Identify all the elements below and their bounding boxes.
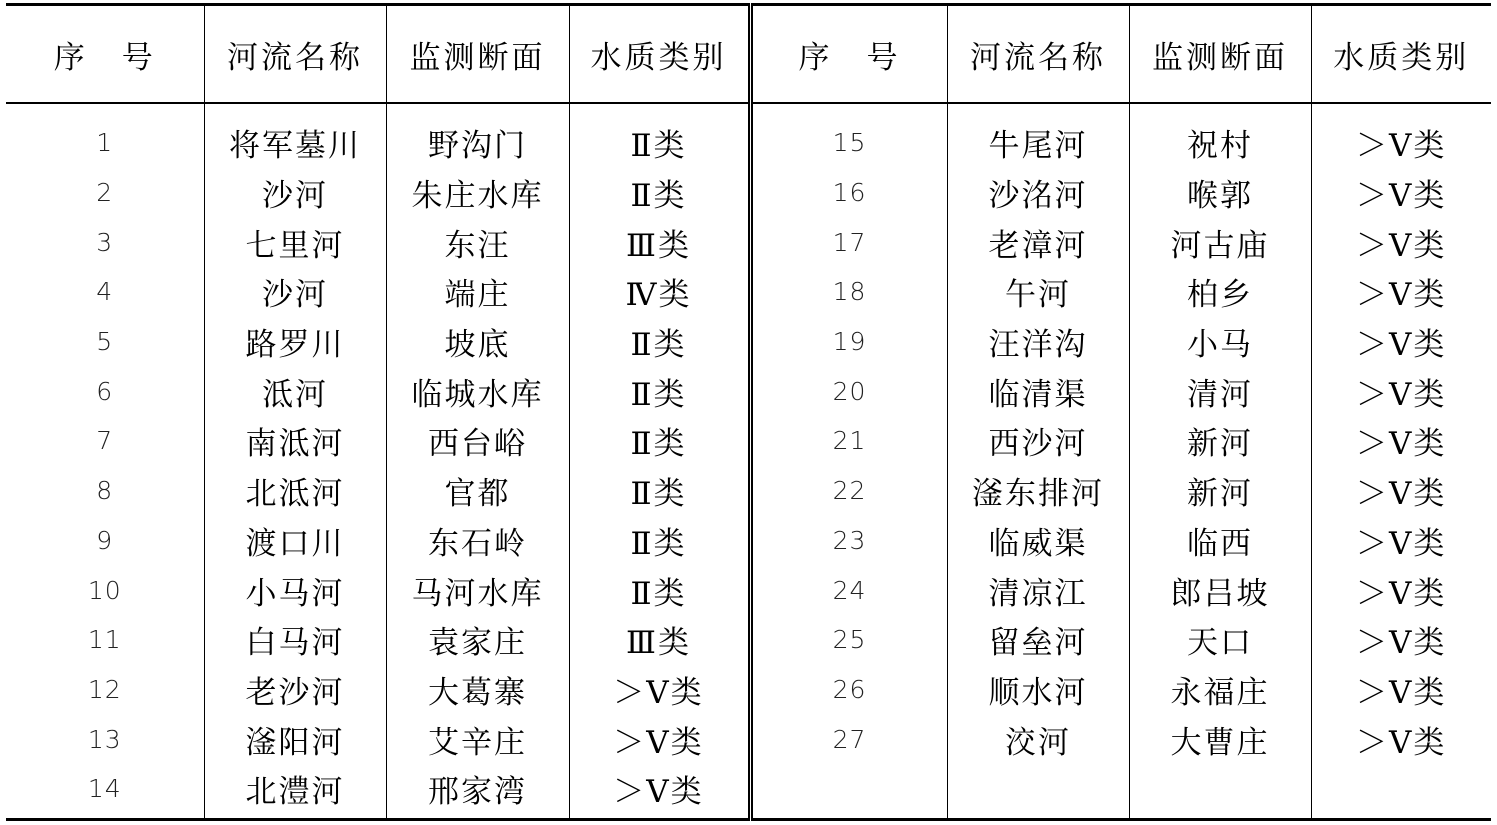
monitoring-section-cell-right: 祝村 [1129, 103, 1311, 168]
serial-number-cell: 12 [87, 674, 122, 704]
river-name-cell: 滏阳河 [204, 714, 386, 764]
water-quality-class-cell-right: ＞Ⅴ类 [1311, 366, 1491, 416]
river-name-cell: 小马河 [204, 565, 386, 615]
header-river-name-right: 河流名称 [947, 5, 1129, 104]
monitoring-section-cell: 东石岭 [386, 516, 569, 566]
monitoring-section-cell: 野沟门 [386, 103, 569, 168]
monitoring-section-cell: 邢家湾 [386, 764, 569, 819]
river-name-cell: 沙河 [204, 267, 386, 317]
river-name-cell: 沙河 [204, 168, 386, 218]
water-quality-class-cell: ＞Ⅴ类 [569, 665, 750, 715]
river-name-cell-right: 沙洺河 [947, 168, 1129, 218]
serial-number-cell-right: 21 [750, 416, 947, 466]
serial-number-cell-right: 23 [750, 516, 947, 566]
serial-number-cell-right: 19 [750, 317, 947, 367]
river-name-cell-right: 滏东排河 [947, 466, 1129, 516]
river-name-cell-right: 洨河 [947, 714, 1129, 764]
header-monitoring-section: 监测断面 [386, 5, 569, 104]
river-name-cell: 南泜河 [204, 416, 386, 466]
serial-number-cell-right: 25 [750, 615, 947, 665]
monitoring-section-cell: 临城水库 [386, 366, 569, 416]
water-quality-class-cell-right: ＞Ⅴ类 [1311, 103, 1491, 168]
monitoring-section-cell: 官都 [386, 466, 569, 516]
water-quality-class-cell: ＞Ⅴ类 [569, 764, 750, 819]
table-row [6, 665, 1491, 715]
water-quality-class-cell-right: ＞Ⅴ类 [1311, 267, 1491, 317]
monitoring-section-cell-right: 清河 [1129, 366, 1311, 416]
river-name-cell: 白马河 [204, 615, 386, 665]
serial-number-cell: 3 [96, 227, 114, 257]
serial-number-cell: 11 [87, 625, 122, 655]
water-quality-class-cell-right: ＞Ⅴ类 [1311, 714, 1491, 764]
table-row [6, 217, 1491, 267]
water-quality-table [6, 3, 1491, 821]
serial-number-cell-right: 18 [750, 267, 947, 317]
river-name-cell: 北泜河 [204, 466, 386, 516]
table-row [6, 615, 1491, 665]
river-name-cell-right: 清凉江 [947, 565, 1129, 615]
river-name-cell-right: 午河 [947, 267, 1129, 317]
river-name-cell-right [947, 764, 1129, 819]
serial-number-cell-right: 22 [750, 466, 947, 516]
water-quality-class-cell: Ⅱ类 [569, 416, 750, 466]
water-quality-class-cell-right [1311, 764, 1491, 819]
water-quality-class-cell-right: ＞Ⅴ类 [1311, 615, 1491, 665]
river-name-cell: 泜河 [204, 366, 386, 416]
water-quality-class-cell-right: ＞Ⅴ类 [1311, 665, 1491, 715]
table-row [6, 466, 1491, 516]
monitoring-section-cell-right: 大曹庄 [1129, 714, 1311, 764]
monitoring-section-cell-right: 河古庙 [1129, 217, 1311, 267]
river-name-cell: 将军墓川 [204, 103, 386, 168]
monitoring-section-cell: 坡底 [386, 317, 569, 367]
serial-number-cell: 10 [87, 575, 122, 605]
serial-number-cell-right [750, 764, 947, 819]
monitoring-section-cell-right: 临西 [1129, 516, 1311, 566]
monitoring-section-cell-right: 小马 [1129, 317, 1311, 367]
serial-number-cell-right: 26 [750, 665, 947, 715]
header-river-name: 河流名称 [204, 5, 386, 104]
monitoring-section-cell: 艾辛庄 [386, 714, 569, 764]
water-quality-class-cell-right: ＞Ⅴ类 [1311, 217, 1491, 267]
monitoring-section-cell: 马河水库 [386, 565, 569, 615]
serial-number-cell: 7 [96, 426, 114, 456]
header-water-quality-class: 水质类别 [569, 5, 750, 104]
serial-number-cell-right: 16 [750, 168, 947, 218]
monitoring-section-cell-right: 新河 [1129, 466, 1311, 516]
monitoring-section-cell-right: 天口 [1129, 615, 1311, 665]
table-row [6, 366, 1491, 416]
monitoring-section-cell: 大葛寨 [386, 665, 569, 715]
river-name-cell: 北澧河 [204, 764, 386, 819]
water-quality-class-cell: Ⅱ类 [569, 466, 750, 516]
river-name-cell-right: 老漳河 [947, 217, 1129, 267]
serial-number-cell: 14 [6, 764, 204, 819]
monitoring-section-cell: 端庄 [386, 267, 569, 317]
monitoring-section-cell-right: 永福庄 [1129, 665, 1311, 715]
serial-number-cell-right: 15 [750, 103, 947, 168]
serial-number-cell-right: 27 [750, 714, 947, 764]
river-name-cell-right: 顺水河 [947, 665, 1129, 715]
table-row [6, 168, 1491, 218]
table-row [6, 714, 1491, 764]
table-row [6, 565, 1491, 615]
serial-number-cell-right: 17 [750, 217, 947, 267]
water-quality-class-cell-right: ＞Ⅴ类 [1311, 565, 1491, 615]
monitoring-section-cell: 朱庄水库 [386, 168, 569, 218]
water-quality-class-cell: Ⅲ类 [569, 217, 750, 267]
table-row [6, 267, 1491, 317]
water-quality-class-cell: Ⅲ类 [569, 615, 750, 665]
river-name-cell-right: 汪洋沟 [947, 317, 1129, 367]
monitoring-section-cell-right: 郎吕坡 [1129, 565, 1311, 615]
water-quality-class-cell-right: ＞Ⅴ类 [1311, 416, 1491, 466]
river-name-cell-right: 临威渠 [947, 516, 1129, 566]
water-quality-class-cell: ＞Ⅴ类 [569, 714, 750, 764]
header-serial-number-right: 序 号 [750, 5, 947, 104]
water-quality-class-cell: Ⅱ类 [569, 103, 750, 168]
monitoring-section-cell: 东汪 [386, 217, 569, 267]
serial-number-cell: 6 [96, 376, 114, 406]
serial-number-cell: 4 [96, 277, 114, 307]
river-name-cell-right: 留垒河 [947, 615, 1129, 665]
water-quality-class-cell: Ⅱ类 [569, 516, 750, 566]
table-row [6, 516, 1491, 566]
river-name-cell-right: 牛尾河 [947, 103, 1129, 168]
serial-number-cell: 8 [96, 476, 114, 506]
serial-number-cell: 2 [96, 178, 114, 208]
serial-number-cell: 1 [96, 128, 114, 158]
serial-number-cell: 9 [96, 525, 114, 555]
table-row [6, 764, 1491, 819]
water-quality-class-cell: Ⅳ类 [569, 267, 750, 317]
header-water-quality-class-right: 水质类别 [1311, 5, 1491, 104]
header-monitoring-section-right: 监测断面 [1129, 5, 1311, 104]
river-name-cell: 七里河 [204, 217, 386, 267]
river-name-cell-right: 临清渠 [947, 366, 1129, 416]
header-row [6, 5, 1491, 104]
water-quality-class-cell-right: ＞Ⅴ类 [1311, 516, 1491, 566]
river-name-cell: 老沙河 [204, 665, 386, 715]
serial-number-cell: 13 [87, 724, 122, 754]
water-quality-class-cell-right: ＞Ⅴ类 [1311, 168, 1491, 218]
water-quality-class-cell: Ⅱ类 [569, 565, 750, 615]
serial-number-cell-right: 20 [750, 366, 947, 416]
river-name-cell-right: 西沙河 [947, 416, 1129, 466]
monitoring-section-cell-right: 新河 [1129, 416, 1311, 466]
river-name-cell: 渡口川 [204, 516, 386, 566]
river-name-cell: 路罗川 [204, 317, 386, 367]
water-quality-class-cell-right: ＞Ⅴ类 [1311, 317, 1491, 367]
water-quality-class-cell: Ⅱ类 [569, 168, 750, 218]
monitoring-section-cell-right [1129, 764, 1311, 819]
water-quality-class-cell: Ⅱ类 [569, 366, 750, 416]
table-body [6, 103, 1491, 819]
table-row [6, 317, 1491, 367]
monitoring-section-cell-right: 柏乡 [1129, 267, 1311, 317]
monitoring-section-cell: 西台峪 [386, 416, 569, 466]
monitoring-section-cell: 袁家庄 [386, 615, 569, 665]
serial-number-cell: 5 [96, 327, 114, 357]
monitoring-section-cell-right: 喉郭 [1129, 168, 1311, 218]
serial-number-cell-right: 24 [750, 565, 947, 615]
table-row [6, 416, 1491, 466]
water-quality-class-cell: Ⅱ类 [569, 317, 750, 367]
table-row [6, 103, 1491, 168]
water-quality-class-cell-right: ＞Ⅴ类 [1311, 466, 1491, 516]
header-serial-number: 序 号 [6, 5, 204, 104]
